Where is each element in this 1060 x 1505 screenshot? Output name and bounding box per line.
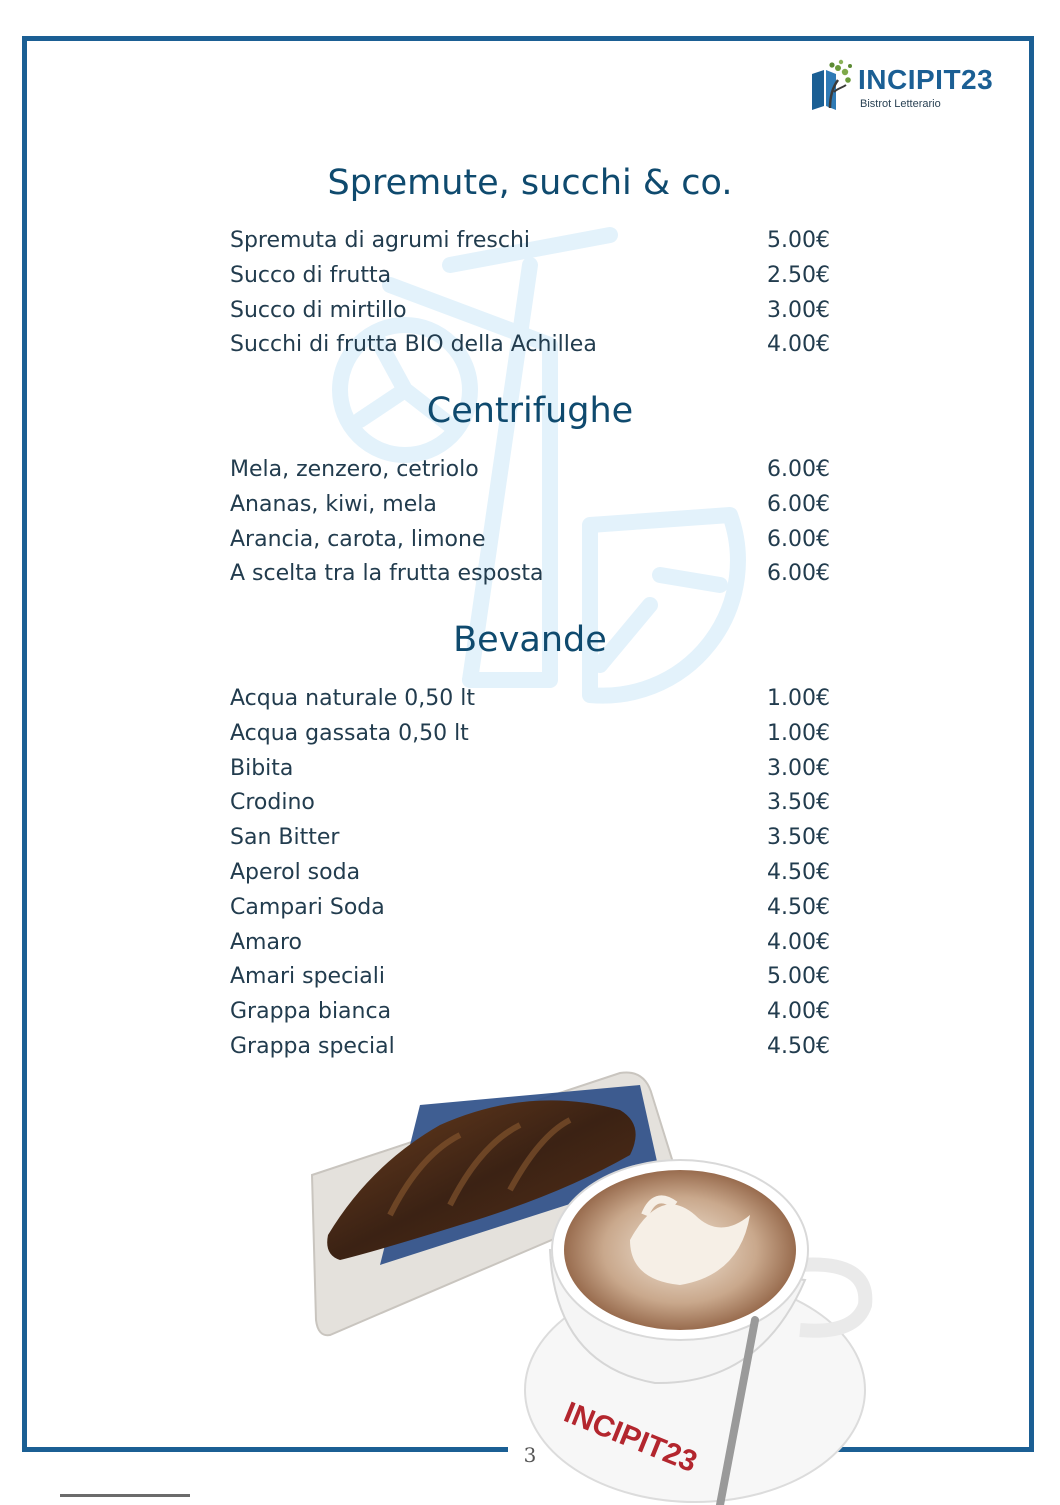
item-name: Grappa bianca [230,999,392,1025]
item-name: Succo di frutta [230,262,392,288]
item-price: 3.50€ [767,825,830,851]
item-name: Succo di mirtillo [230,297,407,323]
item-price: 5.00€ [767,228,830,253]
item-name: Bibita [230,755,294,781]
item-name: Mela, zenzero, cetriolo [230,457,479,482]
item-price: 1.00€ [767,686,830,711]
menu-item [230,682,830,717]
item-name: Acqua gassata 0,50 lt [230,720,469,746]
brand-logo [808,58,1018,114]
menu-item [230,1030,830,1065]
item-price: 4.00€ [767,999,830,1025]
item-price: 6.00€ [767,491,830,517]
item-price: 3.00€ [767,297,830,323]
item-price: 4.50€ [767,859,830,885]
item-name: San Bitter [230,825,340,851]
menu-item [230,717,830,752]
menu-item [230,856,830,891]
item-name: Aperol soda [230,859,361,885]
menu-item [230,259,830,294]
menu-item [230,557,830,592]
item-price: 4.00€ [767,332,830,358]
menu-item [230,328,830,363]
item-name: Amaro [230,929,302,955]
logo-tree-book-icon [808,58,854,112]
item-name: Arancia, carota, limone [230,526,486,552]
item-name: A scelta tra la frutta esposta [230,561,544,587]
item-price: 6.00€ [767,457,830,482]
menu-item [230,926,830,961]
menu-item [230,523,830,558]
brand-tagline: Bistrot Letterario [860,98,941,110]
item-price: 4.50€ [767,1033,830,1059]
item-name: Campari Soda [230,894,385,920]
item-price: 3.00€ [767,755,830,781]
bottom-edge-strip [60,1494,190,1497]
section-title-spremute: Spremute, succhi & co. [327,163,733,203]
menu-item [230,294,830,329]
menu-item [230,891,830,926]
item-price: 6.00€ [767,526,830,552]
croissant-cappuccino-photo [300,1065,880,1505]
item-price: 6.00€ [767,561,830,587]
item-price: 2.50€ [767,262,830,288]
menu-item [230,752,830,787]
item-name: Grappa special [230,1033,395,1059]
item-name: Succhi di frutta BIO della Achillea [230,332,597,358]
menu-item [230,488,830,523]
menu-item [230,453,830,488]
item-name: Spremuta di agrumi freschi [230,228,530,253]
item-name: Acqua naturale 0,50 lt [230,686,476,711]
menu-item [230,821,830,856]
menu-list-spremute [230,224,830,363]
menu-list-bevande [230,682,830,1065]
menu-item [230,786,830,821]
item-price: 4.00€ [767,929,830,955]
item-name: Crodino [230,790,315,816]
brand-name: INCIPIT23 [858,64,994,95]
item-price: 4.50€ [767,894,830,920]
item-name: Amari speciali [230,964,385,990]
item-price: 1.00€ [767,720,830,746]
section-title-centrifughe: Centrifughe [426,391,634,431]
section-title-bevande: Bevande [453,620,607,660]
item-price: 5.00€ [767,964,830,990]
page-number: 3 [508,1440,552,1470]
menu-item [230,224,830,259]
menu-list-centrifughe [230,453,830,592]
item-price: 3.50€ [767,790,830,816]
menu-item [230,960,830,995]
item-name: Ananas, kiwi, mela [230,491,437,517]
menu-item [230,995,830,1030]
cup-print-text: INCIPIT23 [559,1395,702,1479]
